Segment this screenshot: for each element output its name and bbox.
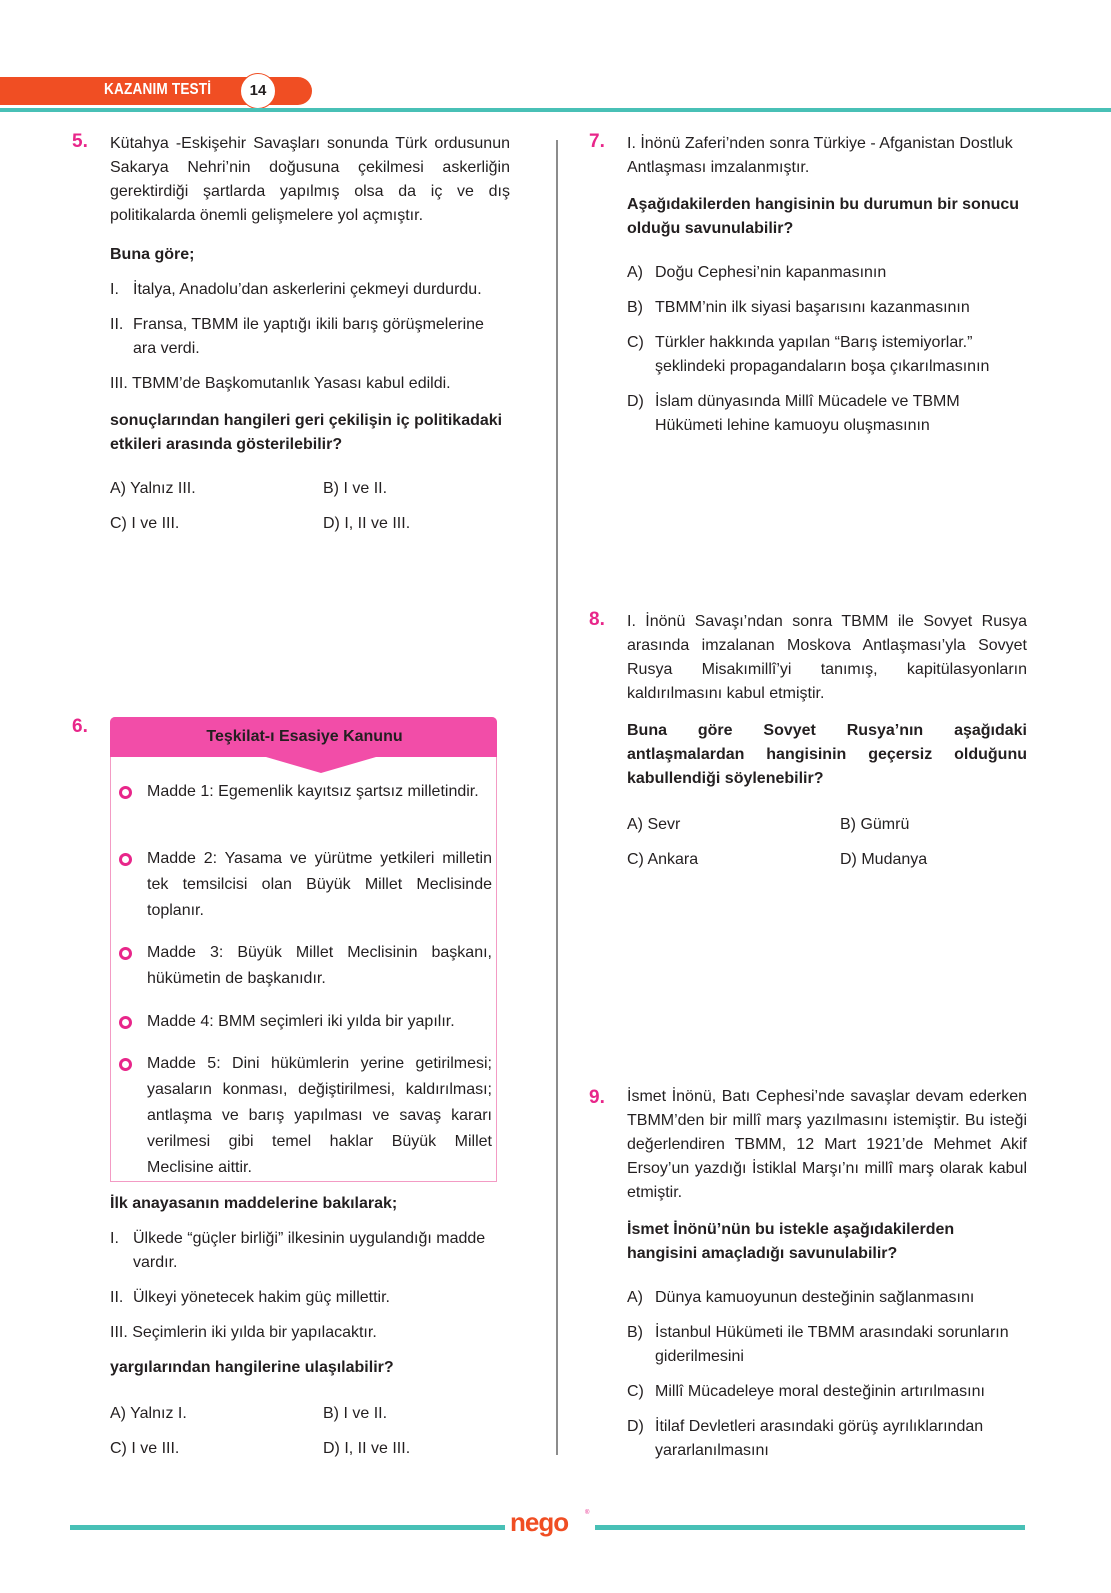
bullet-icon [119,1058,132,1071]
bullet-icon [119,947,132,960]
question-number-7: 7. [589,131,605,152]
question-9-prompt: İsmet İnönü’nün bu istekle aşağıdakilerden hangisini amaçladığı savunulabilir? [627,1221,955,1262]
option-d[interactable]: D) İslam dünyasında Millî Mücadele ve TBMM Hükümeti lehine kamuoyu oluşmasının [627,393,960,434]
question-7-stem: I. İnönü Zaferi’nden sonra Türkiye - Afganistan Dostluk Antlaşması imzalanmıştır. [627,135,1013,176]
article-4: Madde 4: BMM seçimleri iki yılda bir yapılır. [147,1013,455,1030]
option-a[interactable]: A) Yalnız I. [110,1405,187,1422]
question-9-stem: İsmet İnönü, Batı Cephesi’nde savaşlar devam ederken TBMM’den bir millî marş yazılmasını istemiştir. Bu isteği değerlendiren TBMM, 12 Mart 1921’de Mehmet Akif Ersoy’un yazdığı İstiklal Marşı’nı millî marş olarak kabul etmiştir. [627,1088,1027,1201]
registered-mark-icon: ® [585,1510,590,1516]
article-2: Madde 2: Yasama ve yürütme yetkileri milletin tek temsilcisi olan Büyük Millet Meclisinde toplanır. [147,850,492,919]
option-d[interactable]: D) Mudanya [840,851,928,868]
option-b[interactable]: B) I ve II. [323,1405,388,1422]
question-8 [627,610,1027,872]
test-title: KAZANIM TESTİ [104,81,212,98]
option-c[interactable]: C) I ve III. [110,515,180,532]
question-8-options [627,813,1027,872]
question-6-prompt: yargılarından hangilerine ulaşılabilir? [110,1359,394,1376]
question-6 [110,1192,510,1461]
article-3: Madde 3: Büyük Millet Meclisinin başkanı, hükümetin de başkanıdır. [147,944,492,987]
question-7 [627,132,1027,438]
option-d[interactable]: D) I, II ve III. [323,515,411,532]
question-number-6: 6. [72,716,88,737]
question-5-lead: Buna göre; [110,246,195,263]
box-header-arrow [266,757,376,773]
constitution-box [110,717,497,1182]
question-5-stem: Kütahya -Eskişehir Savaşları sonunda Türk ordusunun Sakarya Nehri’nin doğusuna çekilmesi askerliğin gerektirdiği şartlarda yapılmış olsa da iç ve dış politikalarda önemli gelişmelere yol açmıştır. [110,135,510,224]
header-divider [0,108,1111,112]
article-1: Madde 1: Egemenlik kayıtsız şartsız milletindir. [147,783,479,800]
option-a[interactable]: A) Doğu Cephesi’nin kapanmasının [627,264,887,281]
option-d[interactable]: D) I, II ve III. [323,1440,411,1457]
option-c[interactable]: C) Ankara [627,851,699,868]
option-a[interactable]: A) Sevr [627,816,681,833]
box-title: Teşkilat-ı Esasiye Kanunu [206,728,403,745]
question-8-prompt: Buna göre Sovyet Rusya’nın aşağıdaki antlaşmalardan hangisinin geçersiz olduğunu kabullendiği söylenebilir? [627,722,1027,787]
option-b[interactable]: B) TBMM’nin ilk siyasi başarısını kazanmasının [627,299,970,316]
option-c[interactable]: C) I ve III. [110,1440,180,1457]
footer-divider-right [595,1525,1025,1530]
bullet-icon [119,786,132,799]
question-number-5: 5. [72,131,88,152]
option-a[interactable]: A) Yalnız III. [110,480,196,497]
question-6-options [110,1402,510,1461]
option-c[interactable]: C) Türkler hakkında yapılan “Barış istemiyorlar.” şeklindeki propagandaların boşa çıkarılmasının [627,334,990,375]
column-divider [556,140,558,1455]
question-number-9: 9. [589,1087,605,1108]
article-5: Madde 5: Dini hükümlerin yerine getirilmesi; yasaların konması, değiştirilmesi, kaldırılması; antlaşma ve barış yapılması ve savaş kararı verilmesi gibi temel haklar Büyük Millet Meclisine aittir. [147,1055,492,1176]
question-6-item: II. Ülkeyi yönetecek hakim güç millettir. [110,1289,390,1306]
test-number-badge: 14 [240,73,276,109]
option-b[interactable]: B) I ve II. [323,480,388,497]
question-5-item: I. İtalya, Anadolu’dan askerlerini çekmeyi durdurdu. [110,281,482,298]
question-6-lead: İlk anayasanın maddelerine bakılarak; [110,1195,398,1212]
question-5-prompt: sonuçlarından hangileri geri çekilişin iç politikadaki etkileri arasında gösterilebilir? [110,412,503,453]
option-c[interactable]: C) Millî Mücadeleye moral desteğinin artırılmasını [627,1383,985,1400]
question-number-8: 8. [589,609,605,630]
bullet-icon [119,1016,132,1029]
question-7-prompt: Aşağıdakilerden hangisinin bu durumun bir sonucu olduğu savunulabilir? [627,196,1020,237]
question-5-item: III. TBMM’de Başkomutanlık Yasası kabul edildi. [110,375,451,392]
question-9 [627,1085,1027,1463]
question-5-item: II. Fransa, TBMM ile yaptığı ikili barış görüşmelerine ara verdi. [110,316,484,357]
option-b[interactable]: B) Gümrü [840,816,910,833]
bullet-icon [119,853,132,866]
option-d[interactable]: D) İtilaf Devletleri arasındaki görüş ayrılıklarından yararlanılmasını [627,1418,984,1459]
question-6-item: I. Ülkede “güçler birliği” ilkesinin uygulandığı madde vardır. [110,1230,486,1271]
option-b[interactable]: B) İstanbul Hükümeti ile TBMM arasındaki sorunların giderilmesini [627,1324,1009,1365]
option-a[interactable]: A) Dünya kamuoyunun desteğinin sağlanmasını [627,1289,975,1306]
question-5 [110,132,510,536]
question-6-item: III. Seçimlerin iki yılda bir yapılacaktır. [110,1324,377,1341]
publisher-logo: nego [510,1507,569,1537]
question-5-options [110,477,510,536]
footer-divider-left [70,1525,505,1530]
question-8-stem: I. İnönü Savaşı’ndan sonra TBMM ile Sovyet Rusya arasında imzalanan Moskova Antlaşması’yla Sovyet Rusya Misakımillî’yi tanımış, kapitülasyonların kaldırılmasını kabul etmiştir. [627,613,1027,702]
